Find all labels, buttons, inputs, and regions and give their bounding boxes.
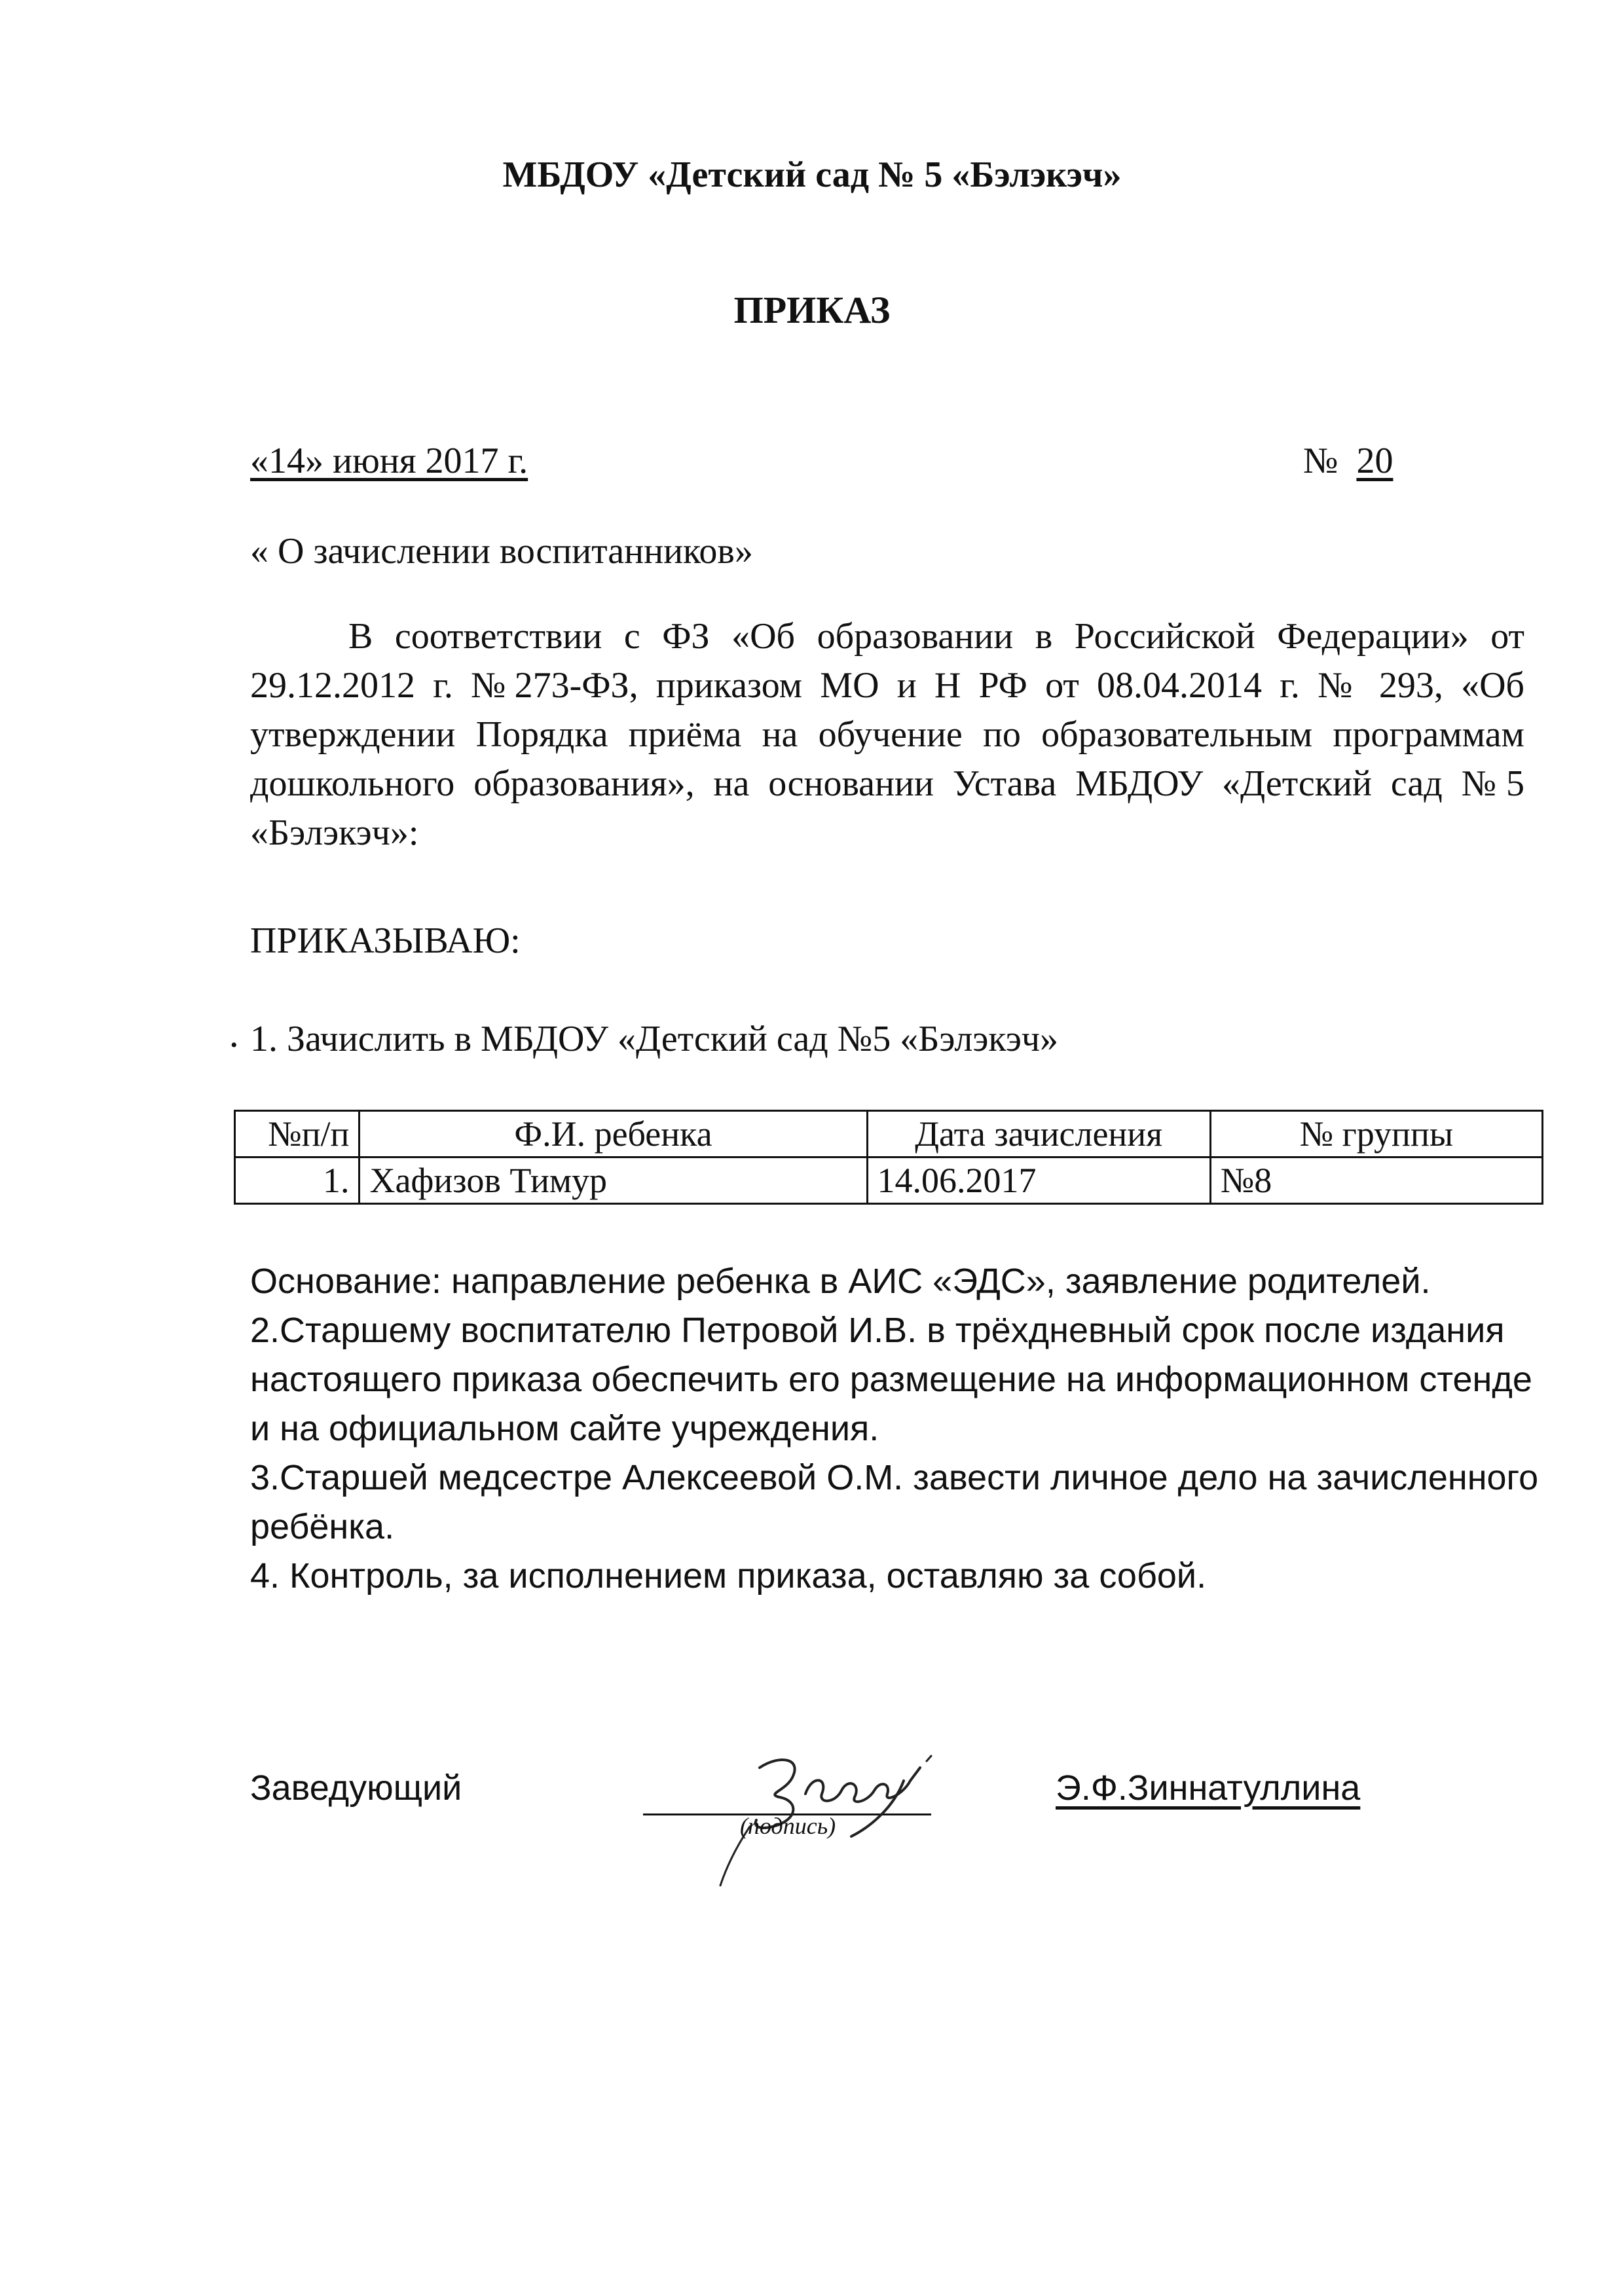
cell-enroll-date: 14.06.2017 bbox=[867, 1157, 1210, 1204]
signatory-name: Э.Ф.Зиннатуллина bbox=[1056, 1768, 1361, 1808]
item-3-line: ребёнка. bbox=[250, 1507, 395, 1546]
cell-child-name: Хафизов Тимур bbox=[360, 1157, 867, 1204]
enrolled-children-table bbox=[234, 1110, 1543, 1205]
header-child-name: Ф.И. ребенка bbox=[360, 1111, 867, 1157]
item-2-line: настоящего приказа обеспечить его размещение на информационном стенде bbox=[250, 1360, 1532, 1399]
order-subject: « О зачислении воспитанников» bbox=[250, 531, 753, 572]
scan-speck: • bbox=[231, 1034, 238, 1056]
order-word: ПРИКАЗЫВАЮ: bbox=[250, 920, 521, 961]
item-3-line: 3.Старшей медсестре Алексеевой О.М. завести личное дело на зачисленного bbox=[250, 1458, 1539, 1497]
order-items-block bbox=[250, 1257, 1538, 1601]
order-number-value: 20 bbox=[1356, 441, 1393, 481]
item-2-line: и на официальном сайте учреждения. bbox=[250, 1409, 879, 1448]
header-group: № группы bbox=[1210, 1111, 1542, 1157]
cell-group: №8 bbox=[1210, 1157, 1542, 1204]
header-enroll-date: Дата зачисления bbox=[867, 1111, 1210, 1157]
order-number bbox=[1303, 440, 1411, 482]
basis-line: Основание: направление ребенка в АИС «ЭДС», заявление родителей. bbox=[250, 1262, 1431, 1301]
item-4-line: 4. Контроль, за исполнением приказа, оставляю за собой. bbox=[250, 1556, 1207, 1595]
header-number: №п/п bbox=[235, 1111, 360, 1157]
preamble-paragraph: В соответствии с ФЗ «Об образовании в Российской Федерации» от 29.12.2012 г. №273-ФЗ, приказом МО и Н РФ от 08.04.2014 г. № 293, «Об утверждении Порядка приёма на обучение по образовательным программам дошкольного образования», на основании Устава МБДОУ «Детский сад №5 «Бэлэкэч»: bbox=[250, 616, 1524, 853]
document-title: ПРИКАЗ bbox=[733, 289, 891, 331]
table-row bbox=[235, 1157, 1543, 1204]
order-date: «14» июня 2017 г. bbox=[250, 441, 528, 481]
item-2-line: 2.Старшему воспитателю Петровой И.В. в трёхдневный срок после издания bbox=[250, 1311, 1505, 1350]
organization-name: МБДОУ «Детский сад № 5 «Бэлэкэч» bbox=[502, 155, 1122, 195]
signature-caption: (подпись) bbox=[740, 1813, 836, 1839]
item-1: 1. Зачислить в МБДОУ «Детский сад №5 «Бэлэкэч» bbox=[250, 1019, 1059, 1059]
table-header-row bbox=[235, 1111, 1543, 1157]
order-number-label: № bbox=[1303, 441, 1338, 481]
cell-number: 1. bbox=[235, 1157, 360, 1204]
signatory-title: Заведующий bbox=[250, 1768, 462, 1808]
